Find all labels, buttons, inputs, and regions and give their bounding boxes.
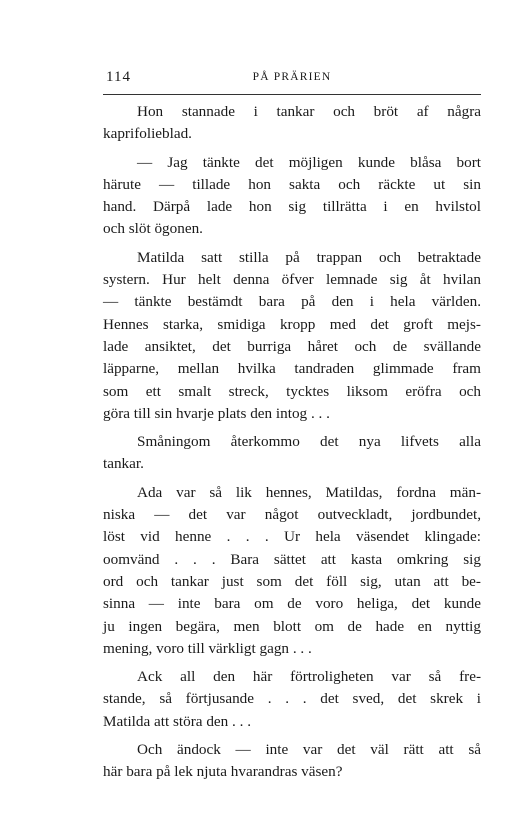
- paragraph: [103, 482, 481, 660]
- text-line: Hon stannade i tankar och bröt af några: [137, 103, 481, 120]
- text-line: och slöt ögonen.: [103, 220, 203, 238]
- text-line: Matilda att störa den . . .: [103, 712, 252, 730]
- text-line: Och ändock — inte var det väl rätt att så: [137, 741, 481, 759]
- paragraph: [103, 152, 481, 241]
- text-line: Matilda satt stilla på trappan och betraktade: [137, 248, 481, 266]
- text-line: ord och tankar just som det föll sig, utan att be-: [103, 572, 481, 590]
- text-line: löst vid henne . . . Ur hela väsendet klingade:: [103, 528, 481, 546]
- text-line: ju ingen begära, men blott om de hade en nyttig: [103, 617, 481, 635]
- text-line: Småningom återkommo det nya lifvets alla: [137, 433, 481, 451]
- text-line: kaprifolieblad.: [103, 125, 192, 143]
- page-number: 114: [106, 69, 131, 85]
- text-line: läpparne, mellan hvilka tandraden glimmade fram: [103, 360, 481, 378]
- text-line: oomvänd . . . Bara sättet att kasta omkring sig: [103, 550, 481, 568]
- text-line: härute — tillade hon sakta och räckte ut sin: [103, 175, 481, 193]
- text-line: — tänkte bestämdt bara på den i hela världen.: [103, 293, 481, 311]
- text-line: tankar.: [103, 455, 144, 473]
- header-rule: [103, 94, 481, 95]
- text-line: systern. Hur helt denna öfver lemnade sig åt hvilan: [103, 271, 481, 289]
- body-text: [103, 101, 481, 790]
- running-title: PÅ PRÄRIEN: [252, 71, 332, 83]
- paragraph: [103, 101, 481, 146]
- paragraph: [103, 247, 481, 425]
- text-line: — Jag tänkte det möjligen kunde blåsa bort: [137, 153, 481, 171]
- text-line: Ada var så lik hennes, Matildas, fordna män-: [137, 483, 481, 501]
- text-line: Ack all den här förtroligheten var så fre-: [137, 668, 481, 686]
- text-line: här bara på lek njuta hvarandras väsen?: [103, 763, 343, 781]
- text-line: göra till sin hvarje plats den intog . . .: [103, 404, 330, 422]
- text-line: lade ansiktet, det burriga håret och de svällande: [103, 337, 481, 355]
- text-line: hand. Därpå lade hon sig tillrätta i en hvilstol: [103, 198, 481, 216]
- text-line: mening, voro till värkligt gagn . . .: [103, 639, 312, 657]
- text-line: stande, så förtjusande . . . det sved, det skrek i: [103, 690, 481, 708]
- running-head: [103, 66, 481, 90]
- text-line: Hennes starka, smidiga kropp med det groft mejs-: [103, 315, 481, 333]
- paragraph: [103, 666, 481, 733]
- text-line: niska — det var något outveckladt, jordbundet,: [103, 506, 481, 524]
- text-line: sinna — inte bara om de voro heliga, det kunde: [103, 595, 481, 613]
- paragraph: [103, 431, 481, 476]
- paragraph: [103, 739, 481, 784]
- text-line: som ett smalt streck, tycktes liksom eröfra och: [103, 382, 481, 400]
